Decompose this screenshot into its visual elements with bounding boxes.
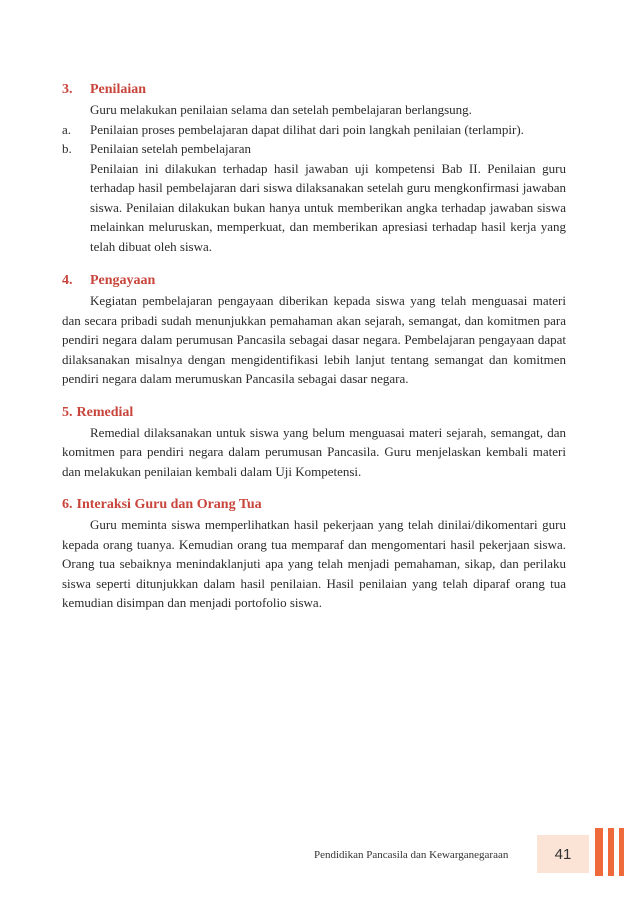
accent-bar	[608, 828, 614, 876]
section-heading	[62, 495, 566, 515]
section-heading	[62, 80, 566, 100]
section-number: 6.	[62, 497, 73, 512]
section-paragraph: Kegiatan pembelajaran pengayaan diberikan kepada siswa yang telah menguasai materi dan secara pribadi sudah menunjukkan pemahaman akan sejarah, semangat, dan komitmen para pendiri negara dalam perumusan Pancasila sebagai dasar negara. Pembelajaran pengayaan dapat dilaksanakan misalnya dengan mengidentifikasi lebih lanjut tentang semangat dan komitmen pendiri negara dalam merumuskan Pancasila sebagai dasar negara.	[62, 293, 566, 386]
list-item	[62, 139, 566, 159]
section-paragraph: Guru meminta siswa memperlihatkan hasil pekerjaan yang telah dinilai/dikomentari guru kepada orang tuanya. Kemudian orang tua memparaf dan mengomentari hasil pekerjaan siswa. Orang tua sebaiknya menindaklanjuti apa yang telah menjadi pemahaman, sikap, dan perilaku siswa seperti ditunjukkan dalam hasil penilaian. Hasil penilaian yang telah diparaf orang tua kemudian disimpan dan menjadi portofolio siswa.	[62, 517, 566, 610]
section-penilaian	[62, 80, 566, 256]
list-item-text: Penilaian setelah pembelajaran	[90, 141, 251, 156]
accent-bar	[619, 828, 624, 876]
page-content	[62, 80, 566, 613]
accent-bar	[595, 828, 603, 876]
section-number: 5.	[62, 404, 73, 420]
section-title: Interaksi Guru dan Orang Tua	[76, 497, 262, 512]
section-interaksi	[62, 495, 566, 613]
section-paragraph: Remedial dilaksanakan untuk siswa yang belum menguasai materi sejarah, semangat, dan komitmen para pendiri negara dalam perumusan Pancasila. Guru menjelaskan kembali materi dan melakukan penilaian kembali dalam Uji Kompetensi.	[62, 424, 566, 479]
page-number: 41	[537, 835, 589, 873]
section-number: 4.	[62, 273, 73, 288]
footer-book-title: Pendidikan Pancasila dan Kewarganegaraan	[314, 849, 509, 861]
section-number: 3.	[62, 82, 73, 97]
section-intro: Guru melakukan penilaian selama dan setelah pembelajaran berlangsung.	[90, 102, 472, 117]
section-heading	[62, 271, 566, 291]
list-item-label: b.	[62, 141, 72, 156]
section-title: Remedial	[76, 404, 134, 420]
sub-paragraph: Penilaian ini dilakukan terhadap hasil jawaban uji kompetensi Bab II. Penilaian guru terhadap hasil pembelajaran dari siswa dilaksanakan setelah guru mengkonfirmasi jawaban siswa. Penilaian dilakukan bukan hanya untuk memberikan angka terhadap jawaban siswa melainkan meluruskan, memperkuat, dan memberikan apresiasi terhadap hasil kerja yang telah dibuat oleh siswa.	[90, 160, 566, 254]
section-title: Pengayaan	[90, 273, 156, 288]
section-title: Penilaian	[90, 82, 147, 97]
list-item	[62, 120, 566, 140]
section-heading	[62, 403, 566, 423]
section-pengayaan	[62, 271, 566, 389]
list-item-text: Penilaian proses pembelajaran dapat dilihat dari poin langkah penilaian (terlampir).	[90, 121, 524, 137]
list-item-label: a.	[62, 121, 72, 137]
section-remedial	[62, 403, 566, 482]
